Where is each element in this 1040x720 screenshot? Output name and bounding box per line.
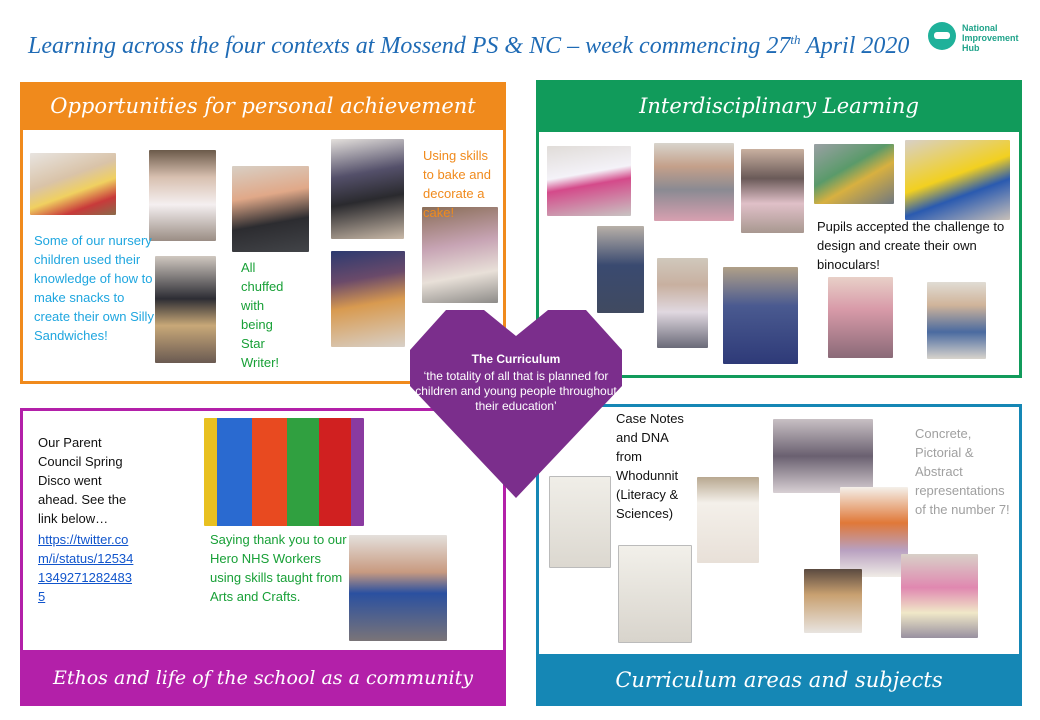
photo-boy-door	[927, 282, 986, 359]
ethos-title: Ethos and life of the school as a community	[20, 650, 506, 706]
photo-star-writer	[232, 166, 309, 252]
nih-logo	[928, 22, 1028, 58]
photo-nhs-poster	[204, 418, 364, 526]
photo-snacks-table	[30, 153, 116, 215]
photo-girl-number	[901, 554, 978, 638]
photo-girl-binoculars	[828, 277, 893, 358]
photo-boy-looking	[723, 267, 798, 364]
caption-star-writer: All chuffed with being Star Writer!	[241, 260, 284, 370]
photo-girl-nhs	[349, 535, 447, 641]
page-title: Learning across the four contexts at Mossend PS & NC – week commencing 27th April 2020	[28, 32, 910, 59]
caption-spring-disco: Our Parent Council Spring Disco went ahead. See the link below…	[38, 435, 127, 526]
photo-boy-hall	[657, 258, 708, 348]
photo-baking-boys	[331, 139, 404, 239]
caption-case-notes: Case Notes and DNA from Whodunnit (Literacy & Sciences)	[616, 411, 684, 521]
photo-boy-cake	[331, 251, 405, 347]
photo-seven-dolls	[804, 569, 862, 633]
photo-tube-binoculars	[547, 146, 631, 216]
caption-binoculars: Pupils accepted the challenge to design and create their own binoculars!	[817, 219, 1005, 272]
photo-binocular-craft	[814, 144, 894, 204]
photo-yellow-binoculars	[905, 140, 1010, 220]
photo-seven-drawing	[840, 487, 908, 577]
photo-child-sandwich	[155, 256, 216, 363]
curriculum-areas-title: Curriculum areas and subjects	[536, 654, 1022, 706]
photo-seven-forks	[773, 419, 873, 493]
nih-logo-text: National Improvement Hub	[962, 23, 1019, 53]
photo-dna-drawing	[697, 477, 759, 563]
twitter-link[interactable]: https://twitter.com/i/status/1253413492712824835	[38, 532, 134, 604]
caption-bake-cake: Using skills to bake and decorate a cake!	[423, 148, 491, 220]
curriculum-quote: ‘the totality of all that is planned for children and young people throughout their education’	[415, 369, 617, 413]
nih-logo-icon	[928, 22, 956, 50]
photo-girl-plate	[149, 150, 216, 241]
photo-dna-notes	[618, 545, 692, 643]
personal-achievement-title: Opportunities for personal achievement	[20, 82, 506, 130]
curriculum-title: The Curriculum	[471, 352, 561, 366]
caption-silly-sandwiches: Some of our nursery children used their knowledge of how to make snacks to create their own Silly Sandwiches!	[34, 233, 154, 343]
photo-boy-standing	[597, 226, 644, 313]
caption-nhs: Saying thank you to our Hero NHS Workers using skills taught from Arts and Crafts.	[210, 532, 347, 604]
photo-girl-doorway	[741, 149, 804, 233]
interdisciplinary-title: Interdisciplinary Learning	[536, 80, 1022, 132]
caption-number-seven: Concrete, Pictorial & Abstract representations of the number 7!	[915, 426, 1010, 517]
photo-girl-jacket	[654, 143, 734, 221]
curriculum-heart-text	[414, 352, 618, 414]
